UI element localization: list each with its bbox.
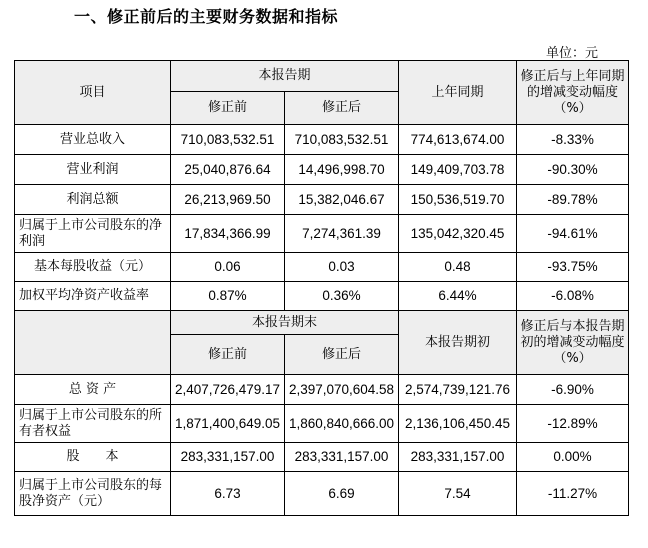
value-change: 0.00% (517, 443, 629, 472)
value-change: -93.75% (517, 253, 629, 282)
row-label: 基本每股收益（元） (15, 253, 171, 282)
header-change: 修正后与上年同期的增减变动幅度（%） (517, 61, 629, 125)
row-label: 利润总额 (15, 185, 171, 215)
value-before: 26,213,969.50 (171, 185, 285, 215)
value-before: 17,834,366.99 (171, 215, 285, 253)
table-row (15, 472, 629, 516)
row-label: 总 资 产 (15, 375, 171, 405)
header-after-2: 修正后 (285, 335, 399, 375)
table-row (15, 155, 629, 185)
value-after: 14,496,998.70 (285, 155, 399, 185)
header-prior: 上年同期 (399, 61, 517, 125)
value-begin: 283,331,157.00 (399, 443, 517, 472)
financial-data-table (14, 60, 629, 516)
unit-label: 单位：元 (546, 46, 599, 61)
value-change: -11.27% (517, 472, 629, 516)
header-blank (15, 311, 171, 375)
row-label: 加权平均净资产收益率 (15, 282, 171, 311)
value-prior: 135,042,320.45 (399, 215, 517, 253)
row-label: 营业利润 (15, 155, 171, 185)
value-begin: 2,574,739,121.76 (399, 375, 517, 405)
value-prior: 0.48 (399, 253, 517, 282)
value-change: -8.33% (517, 125, 629, 155)
value-before: 6.73 (171, 472, 285, 516)
row-label: 归属于上市公司股东的净利润 (15, 215, 171, 253)
value-prior: 774,613,674.00 (399, 125, 517, 155)
table-row (15, 443, 629, 472)
value-before: 0.87% (171, 282, 285, 311)
header-period: 本报告期 (171, 61, 399, 92)
value-prior: 149,409,703.78 (399, 155, 517, 185)
header-period-begin: 本报告期初 (399, 311, 517, 375)
value-after: 283,331,157.00 (285, 443, 399, 472)
row-label: 股 本 (15, 443, 171, 472)
value-before: 283,331,157.00 (171, 443, 285, 472)
value-before: 25,040,876.64 (171, 155, 285, 185)
table-row (15, 253, 629, 282)
value-after: 15,382,046.67 (285, 185, 399, 215)
value-prior: 150,536,519.70 (399, 185, 517, 215)
header-item: 项目 (15, 61, 171, 125)
section-title: 一、修正前后的主要财务数据和指标 (74, 7, 339, 26)
table-row (15, 185, 629, 215)
header-before-2: 修正前 (171, 335, 285, 375)
value-begin: 7.54 (399, 472, 517, 516)
header-before: 修正前 (171, 92, 285, 125)
value-before: 710,083,532.51 (171, 125, 285, 155)
table-row (15, 215, 629, 253)
header-after: 修正后 (285, 92, 399, 125)
table-row (15, 125, 629, 155)
value-change: -94.61% (517, 215, 629, 253)
value-after: 710,083,532.51 (285, 125, 399, 155)
row-label: 营业总收入 (15, 125, 171, 155)
value-before: 1,871,400,649.05 (171, 405, 285, 443)
value-before: 2,407,726,479.17 (171, 375, 285, 405)
header-period-end: 本报告期末 (171, 311, 399, 335)
table-row (15, 282, 629, 311)
value-after: 6.69 (285, 472, 399, 516)
header-change2: 修正后与本报告期初的增减变动幅度（%） (517, 311, 629, 375)
value-after: 1,860,840,666.00 (285, 405, 399, 443)
table-row (15, 375, 629, 405)
value-change: -12.89% (517, 405, 629, 443)
header-row-b1 (15, 311, 629, 335)
value-before: 0.06 (171, 253, 285, 282)
value-after: 0.03 (285, 253, 399, 282)
value-change: -6.08% (517, 282, 629, 311)
value-change: -90.30% (517, 155, 629, 185)
header-row-a1 (15, 61, 629, 92)
value-after: 7,274,361.39 (285, 215, 399, 253)
row-label: 归属于上市公司股东的所有者权益 (15, 405, 171, 443)
value-after: 0.36% (285, 282, 399, 311)
value-prior: 6.44% (399, 282, 517, 311)
value-change: -89.78% (517, 185, 629, 215)
value-after: 2,397,070,604.58 (285, 375, 399, 405)
value-change: -6.90% (517, 375, 629, 405)
value-begin: 2,136,106,450.45 (399, 405, 517, 443)
table-row (15, 405, 629, 443)
row-label: 归属于上市公司股东的每股净资产（元） (15, 472, 171, 516)
